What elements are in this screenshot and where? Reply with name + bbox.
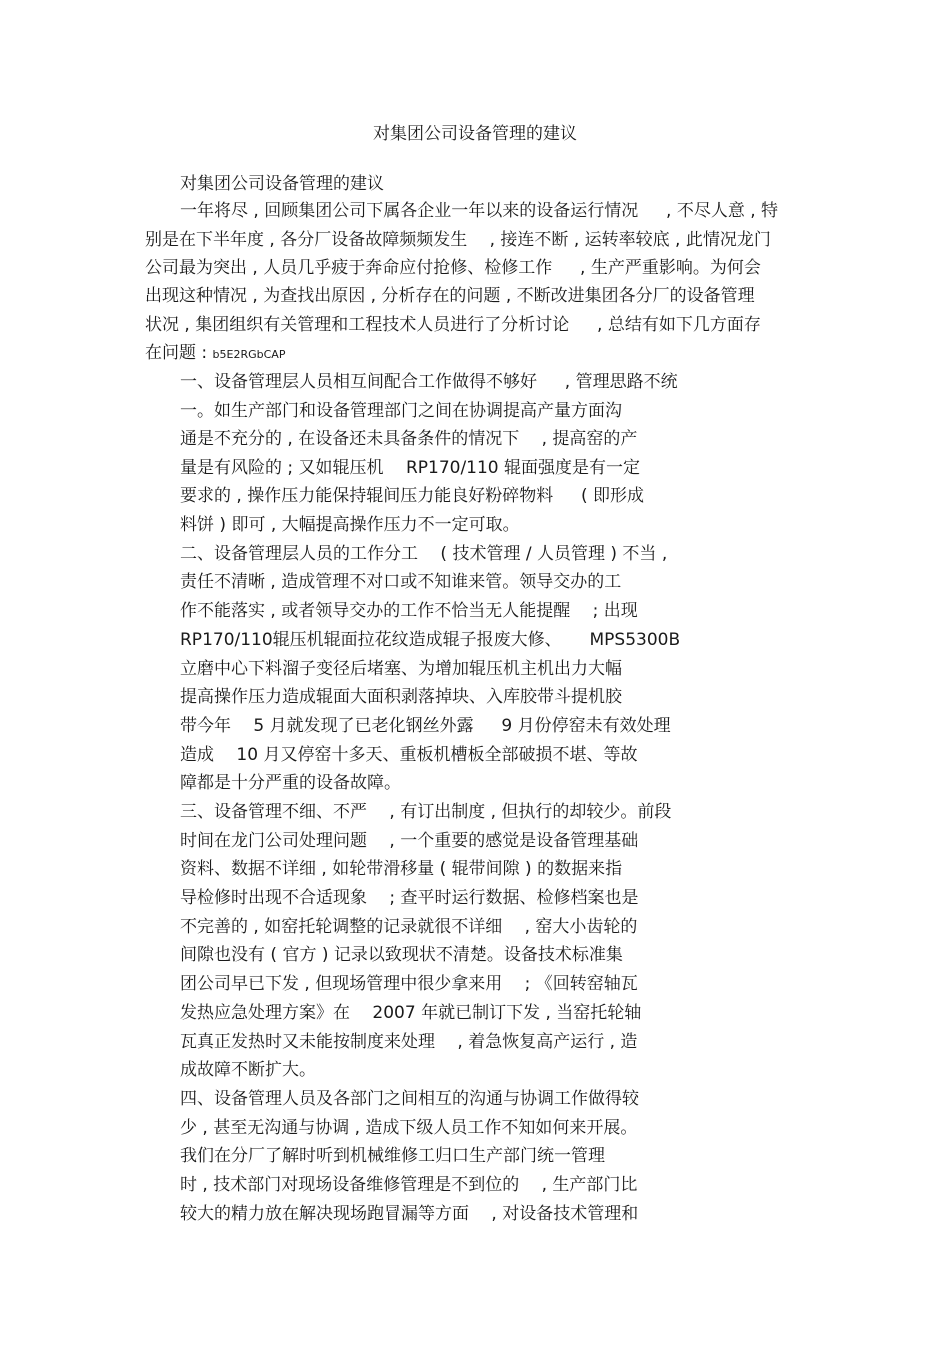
document-tag: b5E2RGbCAP (212, 348, 286, 361)
paragraph-line: 成故障不断扩大。 (180, 1060, 316, 1080)
paragraph-line: 别是在下半年度 , 各分厂设备故障频频发生 , 接连不断 , 运转率较底 , 此情况龙门 (145, 230, 771, 250)
paragraph-line: 一。如生产部门和设备管理部门之间在协调提高产量方面沟 (180, 401, 622, 421)
paragraph-line: 通是不充分的 , 在设备还未具备条件的情况下 , 提高窑的产 (180, 429, 638, 449)
paragraph-line-text: 在问题 : (145, 343, 208, 363)
paragraph-line: 提高操作压力造成辊面大面积剥落掉块、入库胶带斗提机胶 (180, 687, 622, 707)
paragraph-line: 障都是十分严重的设备故障。 (180, 773, 401, 793)
paragraph-line: 要求的 , 操作压力能保持辊间压力能良好粉碎物料 ( 即形成 (180, 486, 645, 506)
paragraph-line: 资料、数据不详细 , 如轮带滑移量 ( 辊带间隙 ) 的数据来指 (180, 859, 623, 879)
paragraph-line: 发热应急处理方案》在 2007 年就已制订下发 , 当窑托轮轴 (180, 1003, 642, 1023)
section-2-heading: 二、设备管理层人员的工作分工 ( 技术管理 / 人员管理 ) 不当 , (180, 544, 668, 564)
paragraph-line: 我们在分厂了解时听到机械维修工归口生产部门统一管理 (180, 1146, 605, 1166)
section-3-heading: 三、设备管理不细、不严 , 有订出制度 , 但执行的却较少。前段 (180, 802, 672, 822)
paragraph-line: 瓦真正发热时又未能按制度来处理 , 着急恢复高产运行 , 造 (180, 1032, 638, 1052)
paragraph-line: 造成 10 月又停窑十多天、重板机槽板全部破损不堪、等故 (180, 745, 638, 765)
paragraph-line: 量是有风险的 ; 又如辊压机 RP170/110 辊面强度是有一定 (180, 458, 641, 478)
paragraph-line: 较大的精力放在解决现场跑冒漏等方面 , 对设备技术管理和 (180, 1204, 639, 1224)
paragraph-line: 责任不清晰 , 造成管理不对口或不知谁来管。领导交办的工 (180, 572, 622, 592)
paragraph-line: 时 , 技术部门对现场设备维修管理是不到位的 , 生产部门比 (180, 1175, 638, 1195)
document-title: 对集团公司设备管理的建议 (373, 124, 577, 144)
paragraph-line: 不完善的 , 如窑托轮调整的记录就很不详细 , 窑大小齿轮的 (180, 917, 638, 937)
section-1-heading: 一、设备管理层人员相互间配合工作做得不够好 , 管理思路不统 (180, 372, 678, 392)
paragraph-line: 公司最为突出 , 人员几乎疲于奔命应付抢修、检修工作 , 生产严重影响。为何会 (145, 258, 761, 278)
subtitle-line: 对集团公司设备管理的建议 (180, 174, 384, 194)
section-4-heading: 四、设备管理人员及各部门之间相互的沟通与协调工作做得较 (180, 1089, 639, 1109)
paragraph-line: 带今年 5 月就发现了已老化钢丝外露 9 月份停窑未有效处理 (180, 716, 671, 736)
paragraph-line: 出现这种情况 , 为查找出原因 , 分析存在的问题 , 不断改进集团各分厂的设备管理 (145, 286, 755, 306)
paragraph-line: 间隙也没有 ( 官方 ) 记录以致现状不清楚。设备技术标准集 (180, 945, 623, 965)
paragraph-line: 少 , 甚至无沟通与协调 , 造成下级人员工作不知如何来开展。 (180, 1118, 638, 1138)
paragraph-line: 作不能落实 , 或者领导交办的工作不恰当无人能提醒 ; 出现 (180, 601, 638, 621)
paragraph-line: 立磨中心下料溜子变径后堵塞、为增加辊压机主机出力大幅 (180, 659, 622, 679)
paragraph-line: RP170/110辊压机辊面拉花纹造成辊子报废大修、 MPS5300B (180, 630, 681, 650)
paragraph-line: 时间在龙门公司处理问题 , 一个重要的感觉是设备管理基础 (180, 831, 639, 851)
paragraph-line: 一年将尽 , 回顾集团公司下属各企业一年以来的设备运行情况 , 不尽人意 , 特 (180, 201, 779, 221)
paragraph-line: 团公司早已下发 , 但现场管理中很少拿来用 ; 《回转窑轴瓦 (180, 974, 638, 994)
paragraph-line (145, 339, 285, 369)
paragraph-line: 导检修时出现不合适现象 ; 查平时运行数据、检修档案也是 (180, 888, 639, 908)
paragraph-line: 状况 , 集团组织有关管理和工程技术人员进行了分析讨论 , 总结有如下几方面存 (145, 315, 761, 335)
paragraph-line: 料饼 ) 即可 , 大幅提高操作压力不一定可取。 (180, 515, 520, 535)
